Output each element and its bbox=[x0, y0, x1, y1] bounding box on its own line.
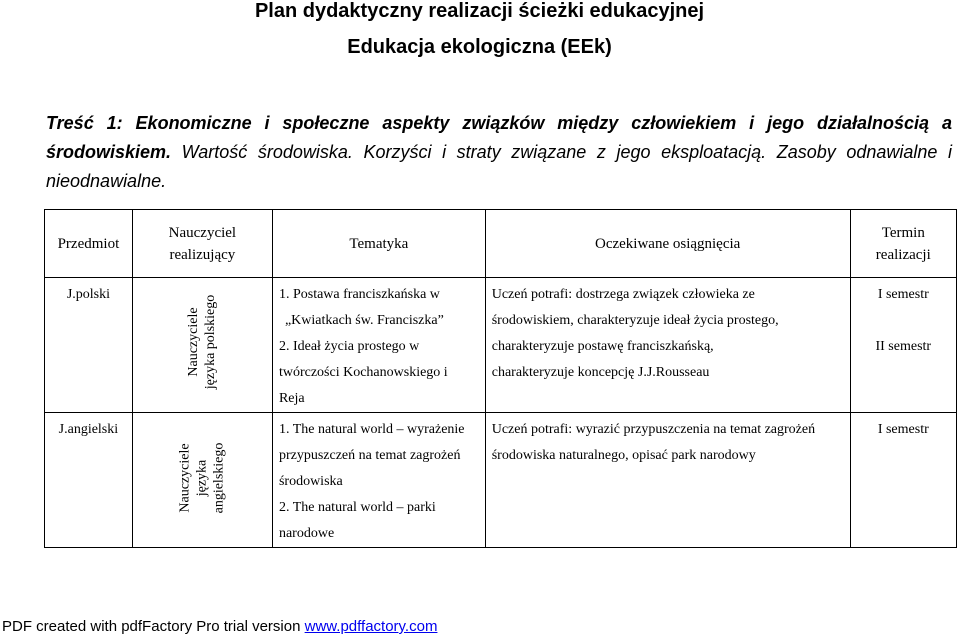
pdf-footer bbox=[2, 618, 437, 635]
footer-text: PDF created with pdfFactory Pro trial version bbox=[2, 618, 305, 635]
teacher-label bbox=[185, 295, 219, 389]
topics-cell bbox=[272, 278, 485, 413]
teacher-line: języka bbox=[194, 459, 210, 497]
teacher-cell bbox=[132, 278, 272, 413]
topic-line: środowiska bbox=[278, 474, 343, 489]
table-row bbox=[45, 278, 957, 413]
topic-line: Reja bbox=[278, 391, 305, 406]
outcome-line: środowiskiem, charakteryzuje ideał życia prostego, bbox=[491, 313, 779, 328]
header-outcomes: Oczekiwane osiągnięcia bbox=[485, 210, 850, 278]
outcomes-cell bbox=[485, 278, 850, 413]
term-line: I semestr bbox=[877, 422, 929, 437]
topic-line: 2. The natural world – parki bbox=[278, 500, 436, 515]
teacher-line: angielskiego bbox=[211, 442, 227, 514]
table-row bbox=[45, 413, 957, 548]
outcome-line: Uczeń potrafi: dostrzega związek człowieka ze bbox=[491, 287, 755, 302]
topic-line: 1. The natural world – wyrażenie bbox=[278, 422, 465, 437]
outcome-line: Uczeń potrafi: wyrazić przypuszczenia na temat zagrożeń bbox=[491, 422, 816, 437]
outcome-line: środowiska naturalnego, opisać park narodowy bbox=[491, 448, 756, 463]
plan-table bbox=[44, 209, 957, 548]
header-term-line1: Termin bbox=[881, 224, 925, 241]
content-paragraph bbox=[46, 109, 952, 196]
topic-line: 1. Postawa franciszkańska w bbox=[278, 287, 440, 302]
term-cell bbox=[850, 413, 956, 548]
subject-label: J.angielski bbox=[58, 422, 119, 437]
header-teacher-line2: realizujący bbox=[169, 246, 236, 263]
header-topics: Tematyka bbox=[272, 210, 485, 278]
teacher-line: Nauczyciele bbox=[177, 443, 193, 513]
header-subject: Przedmiot bbox=[45, 210, 133, 278]
content-rest: Wartość środowiska. Korzyści i straty związane z jego eksploatacją. Zasoby odnawialne i nieodnawialne. bbox=[46, 142, 952, 191]
topic-line: „Kwiatkach św. Franciszka” bbox=[284, 313, 444, 328]
header-term bbox=[850, 210, 956, 278]
subject-cell bbox=[45, 278, 133, 413]
outcome-line: charakteryzuje koncepcję J.J.Rousseau bbox=[491, 365, 710, 380]
teacher-label bbox=[177, 443, 228, 514]
topic-line: narodowe bbox=[278, 526, 335, 541]
page-subtitle: Edukacja ekologiczna (EEk) bbox=[347, 36, 612, 58]
term-line: I semestr bbox=[877, 287, 929, 302]
table-header-row bbox=[45, 210, 957, 278]
term-line: II semestr bbox=[875, 339, 932, 354]
page-title: Plan dydaktyczny realizacji ścieżki edukacyjnej bbox=[254, 0, 705, 22]
subject-label: J.polski bbox=[66, 287, 110, 302]
term-cell bbox=[850, 278, 956, 413]
header-teacher bbox=[132, 210, 272, 278]
topics-cell bbox=[272, 413, 485, 548]
header-teacher-line1: Nauczyciel bbox=[168, 224, 237, 241]
topic-line: twórczości Kochanowskiego i bbox=[278, 365, 448, 380]
teacher-cell bbox=[132, 413, 272, 548]
outcomes-cell bbox=[485, 413, 850, 548]
teacher-line: Nauczyciele bbox=[186, 307, 202, 377]
topic-line: przypuszczeń na temat zagrożeń bbox=[278, 448, 461, 463]
teacher-line: języka polskiego bbox=[203, 294, 219, 390]
topic-line: 2. Ideał życia prostego w bbox=[278, 339, 420, 354]
footer-link[interactable]: www.pdffactory.com bbox=[304, 618, 438, 635]
subject-cell bbox=[45, 413, 133, 548]
content-lead: Treść 1: Ekonomiczne i społeczne aspekty związków między człowiekiem i jego działalnością a środowiskiem. bbox=[46, 113, 952, 162]
header-term-line2: realizacji bbox=[875, 246, 931, 263]
outcome-line: charakteryzuje postawę franciszkańską, bbox=[491, 339, 714, 354]
